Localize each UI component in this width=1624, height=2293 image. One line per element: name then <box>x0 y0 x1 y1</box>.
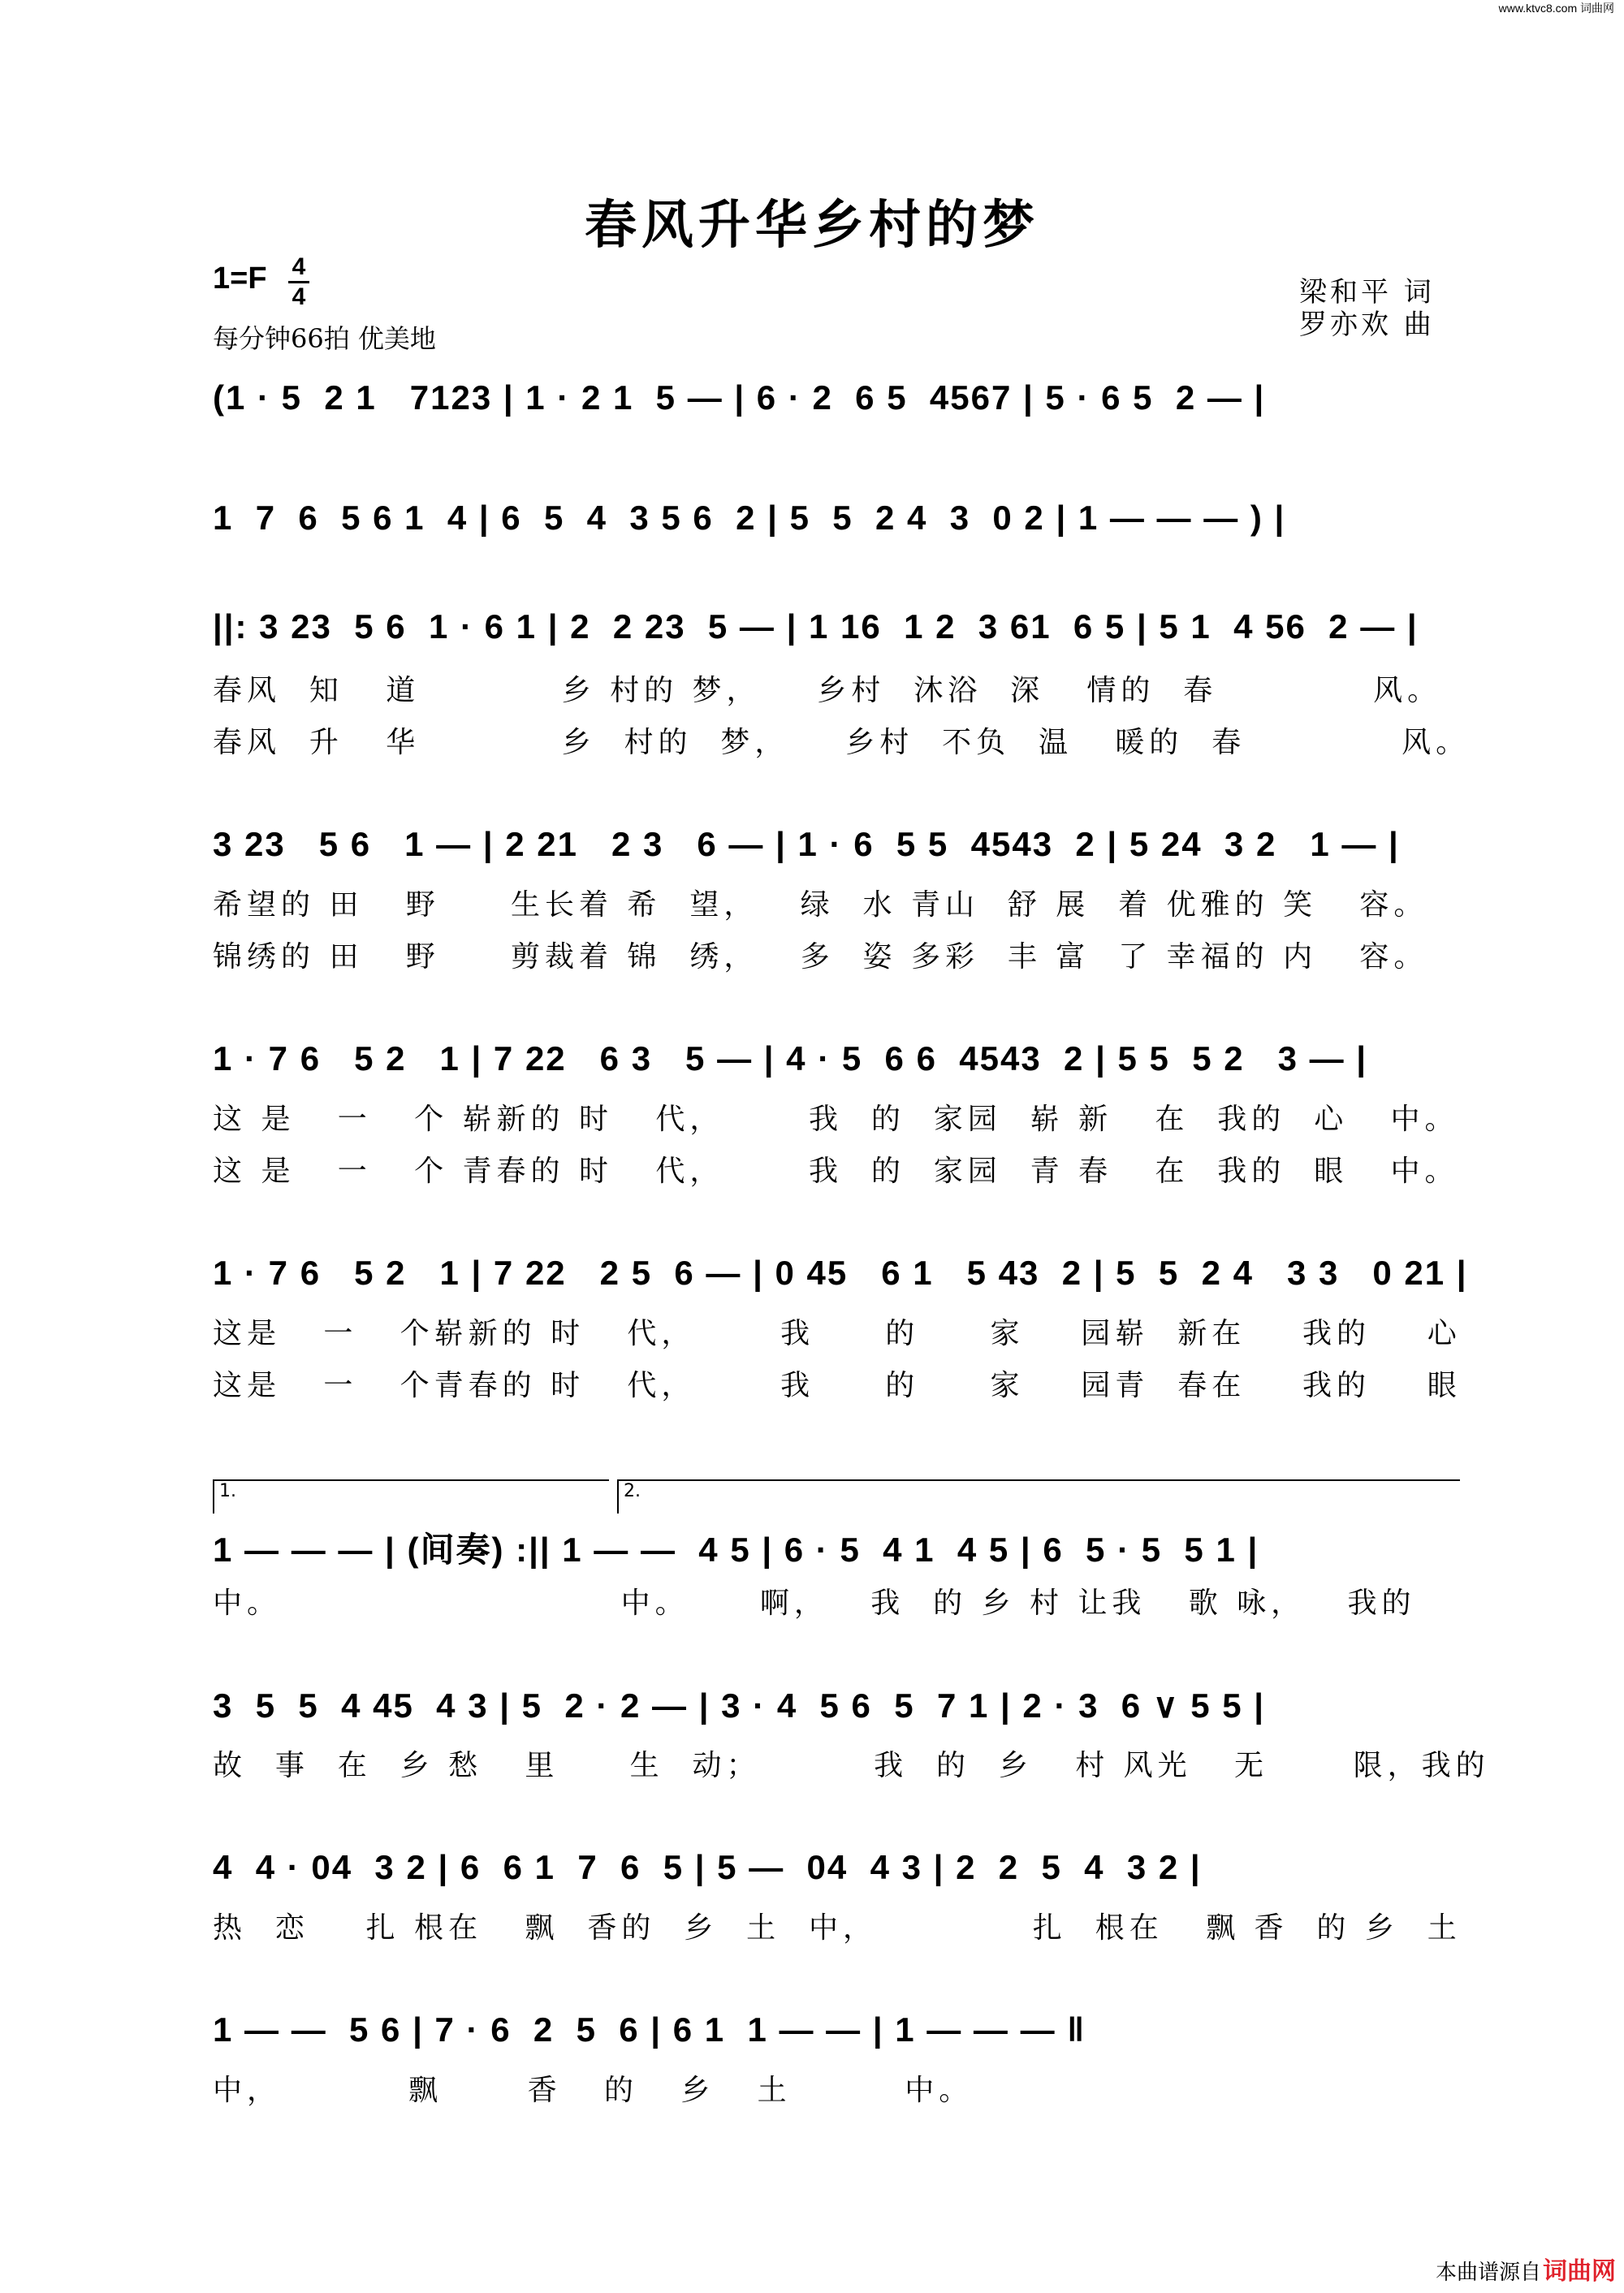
lyricist: 梁和平 词 <box>1299 276 1435 309</box>
notation-system-8: 3 5 5 4 45 4 3 | 5 2 · 2 — | 3 · 4 5 6 5 7 1 | 2 · 3 6 ∨ 5 5 | <box>213 1686 1266 1725</box>
notation-system-7: 1 — — — | (间奏) :|| 1 — — 4 5 | 6 · 5 4 1 4 5 | 6 5 · 5 5 1 | <box>213 1531 1259 1569</box>
volta-1-label: 1. <box>219 1481 236 1501</box>
lyric-line-4-1: 希望的 田 野 生长着 希 望， 绿 水 青山 舒 展 着 优雅的 笑 容。 <box>213 888 1428 922</box>
lyric-line-6-1: 这是 一 个崭新的 时 代， 我 的 家 园崭 新在 我的 心 <box>213 1317 1462 1350</box>
watermark <box>1499 0 1614 16</box>
notation-system-5: 1 · 7 6 5 2 1 | 7 22 6 3 5 — | 4 · 5 6 6 4543 2 | 5 5 5 2 3 — | <box>213 1039 1368 1077</box>
lyric-line-5-1: 这 是 一 个 崭新的 时 代， 我 的 家园 崭 新 在 我的 心 中。 <box>213 1103 1459 1136</box>
lyric-line-9-1: 热 恋 扎 根在 飘 香的 乡 土 中， 扎 根在 飘 香 的 乡 土 <box>213 1911 1462 1945</box>
lyric-line-7-1: 中。 中。 啊， 我 的 乡 村 让我 歌 咏， 我的 <box>213 1587 1416 1620</box>
key-signature: 1=F <box>213 261 267 296</box>
notation-system-4: 3 23 5 6 1 — | 2 21 2 3 6 — | 1 · 6 5 5 4543 2 | 5 24 3 2 1 — | <box>213 825 1400 863</box>
notation-system-1: (1 · 5 2 1 7123 | 1 · 2 1 5 — | 6 · 2 6 5 4567 | 5 · 6 5 2 — | <box>213 378 1266 417</box>
notation-system-6: 1 · 7 6 5 2 1 | 7 22 2 5 6 — | 0 45 6 1 5 43 2 | 5 5 2 4 3 3 0 21 | <box>213 1254 1468 1292</box>
lyric-line-5-2: 这 是 一 个 青春的 时 代， 我 的 家园 青 春 在 我的 眼 中。 <box>213 1155 1459 1188</box>
footer-site-logo: 词曲网 <box>1543 2257 1616 2286</box>
lyric-line-3-1: 春风 知 道 乡 村的 梦， 乡村 沐浴 深 情的 春 风。 <box>213 674 1442 707</box>
notation-system-9: 4 4 · 04 3 2 | 6 6 1 7 6 5 | 5 — 04 4 3 | 2 2 5 4 3 2 | <box>213 1848 1202 1886</box>
notation-system-3: ||: 3 23 5 6 1 · 6 1 | 2 2 23 5 — | 1 16 1 2 3 61 6 5 | 5 1 4 56 2 — | <box>213 607 1419 646</box>
volta-2-label: 2. <box>624 1481 641 1501</box>
lyric-line-10-1: 中， 飘 香 的 乡 土 中。 <box>213 2074 974 2107</box>
lyric-line-8-1: 故 事 在 乡 愁 里 生 动； 我 的 乡 村 风光 无 限，我的 <box>213 1749 1490 1782</box>
volta-1 <box>213 1479 609 1514</box>
lyric-line-6-2: 这是 一 个青春的 时 代， 我 的 家 园青 春在 我的 眼 <box>213 1369 1462 1402</box>
tempo-marking: 每分钟66拍 优美地 <box>213 323 436 354</box>
time-signature-top: 4 <box>292 253 306 280</box>
time-signature-bottom: 4 <box>292 283 306 310</box>
song-title: 春风升华乡村的梦 <box>585 195 1039 256</box>
volta-2 <box>617 1479 1460 1514</box>
notation-system-2: 1 7 6 5 6 1 4 | 6 5 4 3 5 6 2 | 5 5 2 4 3 0 2 | 1 — — — ) | <box>213 499 1286 537</box>
watermark-site: 词曲网 <box>1580 2 1614 15</box>
watermark-url: www.ktvc8.com <box>1498 2 1578 15</box>
time-signature <box>290 253 308 311</box>
footer-source: 本曲谱源自 <box>1436 2261 1542 2285</box>
notation-system-10: 1 — — 5 6 | 7 · 6 2 5 6 | 6 1 1 — — | 1 — — — ‖ <box>213 2010 1086 2049</box>
lyric-line-3-2: 春风 升 华 乡 村的 梦， 乡村 不负 温 暖的 春 风。 <box>213 726 1471 759</box>
composer: 罗亦欢 曲 <box>1299 309 1435 341</box>
lyric-line-4-2: 锦绣的 田 野 剪裁着 锦 绣， 多 姿 多彩 丰 富 了 幸福的 内 容。 <box>213 940 1428 974</box>
